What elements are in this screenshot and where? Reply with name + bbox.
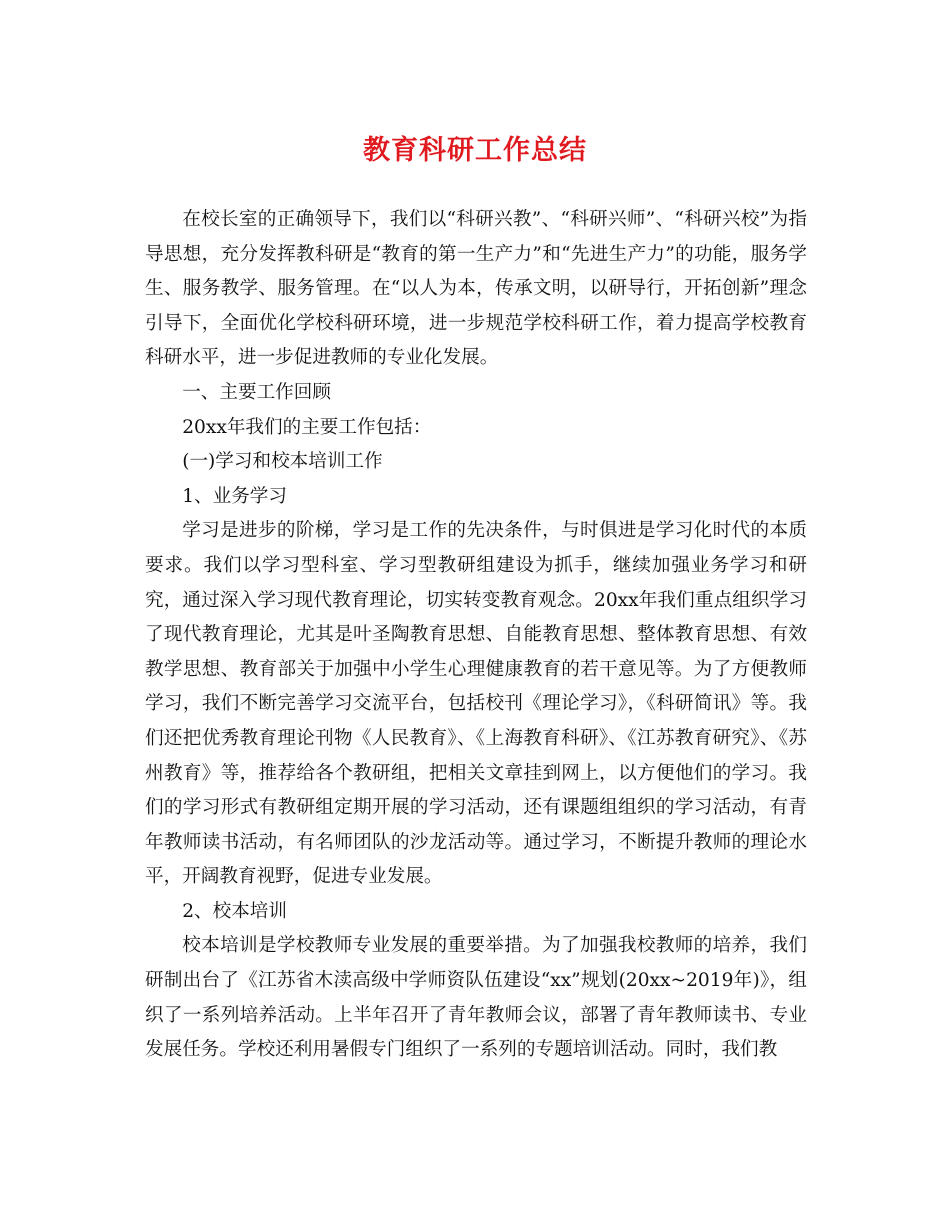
paragraph-intro: 在校长室的正确领导下，我们以“科研兴教”、“科研兴师”、“科研兴校”为指导思想，充分发挥教科研是“教育的第一生产力”和“先进生产力”的功能，服务学生、服务教学、服务管理。在“以人为本，传承文明，以研导行，开拓创新”理念引导下，全面优化学校科研环境，进一步规范学校科研工作，着力提高学校教育科研水平，进一步促进教师的专业化发展。 <box>145 209 807 369</box>
paragraph-work-includes: 20xx年我们的主要工作包括： <box>182 416 432 438</box>
heading-study-training: (一)学习和校本培训工作 <box>182 451 383 473</box>
document-title: 教育科研工作总结 <box>363 135 587 166</box>
heading-business-study: 1、业务学习 <box>182 485 287 507</box>
heading-main-review: 一、主要工作回顾 <box>182 381 331 403</box>
paragraph-business-study: 学习是进步的阶梯，学习是工作的先决条件，与时俱进是学习化时代的本质要求。我们以学习型科室、学习型教研组建设为抓手，继续加强业务学习和研究，通过深入学习现代教育理论，切实转变教育观念。20xx年我们重点组织学习了现代教育理论，尤其是叶圣陶教育思想、自能教育思想、整体教育思想、有效教学思想、教育部关于加强中小学生心理健康教育的若干意见等。为了方便教师学习，我们不断完善学习交流平台，包括校刊《理论学习》，《科研简讯》等。我们还把优秀教育理论刊物《人民教育》、《上海教育科研》、《江苏教育研究》、《苏州教育》等，推荐给各个教研组，把相关文章挂到网上，以方便他们的学习。我们的学习形式有教研组定期开展的学习活动，还有课题组组织的学习活动，有青年教师读书活动，有名师团队的沙龙活动等。通过学习，不断提升教师的理论水平，开阔教育视野，促进专业发展。 <box>145 520 807 888</box>
paragraph-school-training: 校本培训是学校教师专业发展的重要举措。为了加强我校教师的培养，我们研制出台了《江苏省木渎高级中学师资队伍建设“xx”规划(20xx~2019年)》，组织了一系列培养活动。上半年召开了青年教师会议，部署了青年教师读书、专业发展任务。学校还利用暑假专门组织了一系列的专题培训活动。同时，我们教 <box>145 935 807 1061</box>
heading-school-training: 2、校本培训 <box>182 900 287 922</box>
document-body <box>145 203 807 1068</box>
